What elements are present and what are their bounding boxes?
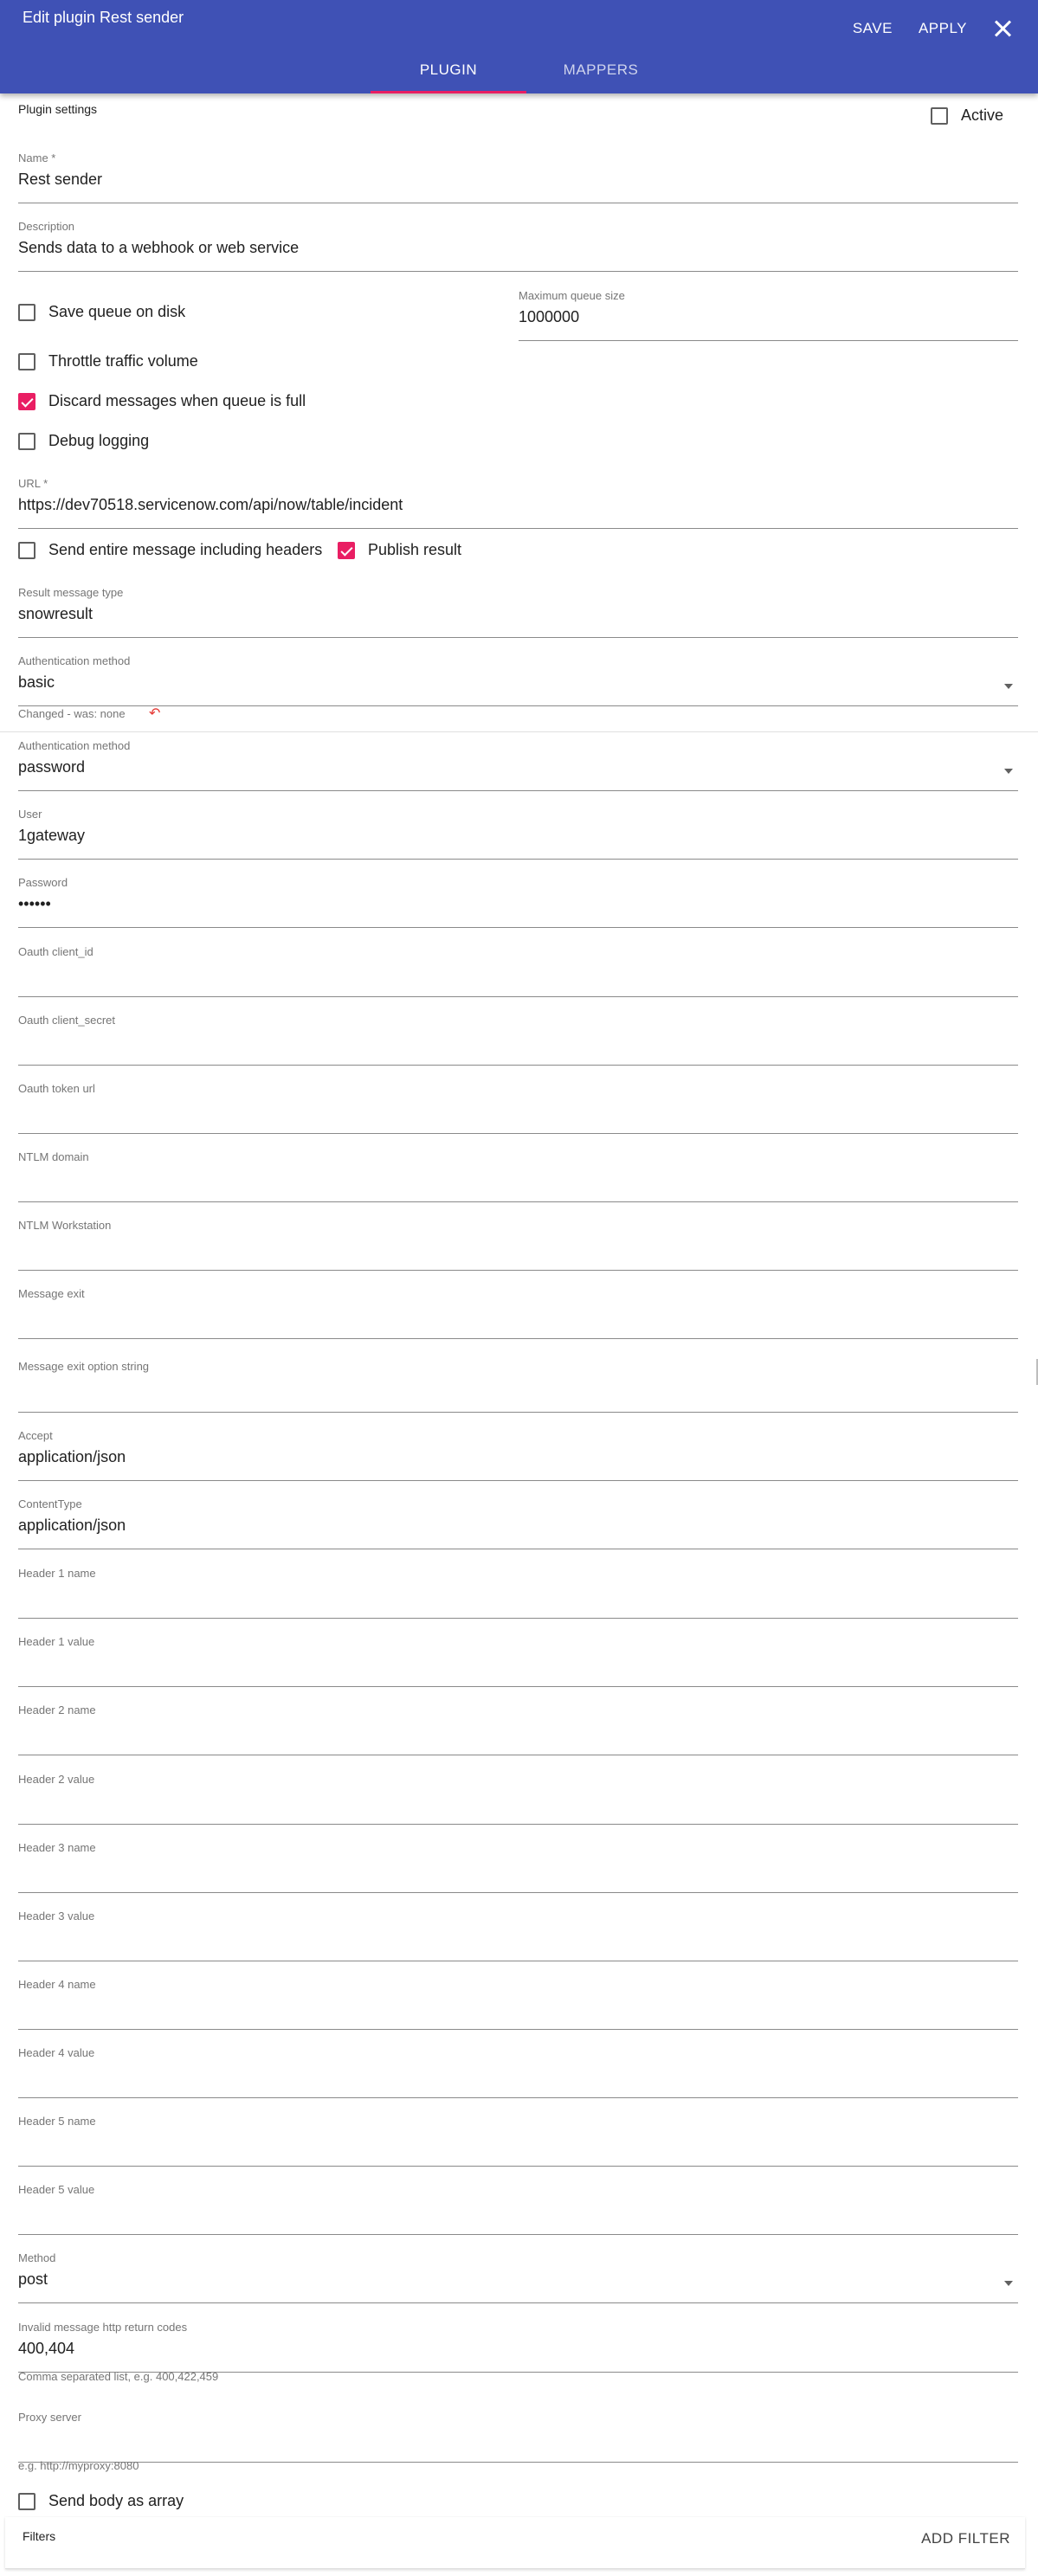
save-queue-label: Save queue on disk <box>48 303 186 320</box>
proxy-label: Proxy server <box>18 2411 81 2424</box>
url-label: URL * <box>18 477 48 490</box>
header-4-name-label: Header 4 name <box>18 1978 96 1991</box>
auth-method-changed-note: Changed - was: none <box>18 707 126 720</box>
name-value[interactable]: Rest sender <box>18 171 103 188</box>
ntlm-workstation-label: NTLM Workstation <box>18 1219 112 1232</box>
debug-label: Debug logging <box>48 432 150 449</box>
header-5-value-field[interactable] <box>18 2183 1018 2235</box>
result-type-field[interactable] <box>18 586 1018 638</box>
url-field[interactable] <box>18 477 1018 529</box>
filters-panel <box>5 2517 1025 2569</box>
save-queue-checkbox-box[interactable] <box>18 304 35 321</box>
proxy-field[interactable] <box>18 2411 1018 2463</box>
discard-checkbox[interactable] <box>18 392 306 410</box>
send-entire-checkbox[interactable] <box>18 541 322 559</box>
header-1-name-label: Header 1 name <box>18 1567 96 1580</box>
auth-method2-select[interactable] <box>18 739 1018 791</box>
section-title: Plugin settings <box>18 102 98 116</box>
tab-plugin[interactable]: PLUGIN <box>419 61 478 78</box>
oauth-client-secret-field[interactable] <box>18 1014 1018 1066</box>
app-bar <box>0 0 1038 93</box>
user-field[interactable] <box>18 808 1018 860</box>
result-type-value[interactable]: snowresult <box>18 605 93 622</box>
debug-checkbox[interactable] <box>18 432 149 450</box>
send-entire-label: Send entire message including headers <box>48 541 323 558</box>
header-5-name-label: Header 5 name <box>18 2115 96 2128</box>
message-exit-field[interactable] <box>18 1287 1018 1339</box>
header-4-name-field[interactable] <box>18 1978 1018 2030</box>
header-2-value-label: Header 2 value <box>18 1773 95 1786</box>
content-type-label: ContentType <box>18 1497 82 1510</box>
accept-label: Accept <box>18 1429 53 1442</box>
oauth-token-url-label: Oauth token url <box>18 1082 95 1095</box>
dropdown-arrow-icon[interactable] <box>1004 2281 1013 2286</box>
throttle-checkbox[interactable] <box>18 352 198 370</box>
header-1-name-field[interactable] <box>18 1567 1018 1619</box>
header-2-name-field[interactable] <box>18 1703 1018 1755</box>
tab-mappers[interactable]: MAPPERS <box>563 61 639 78</box>
publish-result-label: Publish result <box>368 541 462 558</box>
invalid-codes-helper: Comma separated list, e.g. 400,422,459 <box>18 2370 219 2383</box>
ntlm-domain-label: NTLM domain <box>18 1150 89 1163</box>
header-4-value-label: Header 4 value <box>18 2046 95 2059</box>
close-icon[interactable] <box>993 19 1012 38</box>
max-queue-field[interactable] <box>519 289 1018 341</box>
active-tab-indicator <box>371 91 526 93</box>
message-exit-option-label: Message exit option string <box>18 1360 150 1373</box>
header-3-name-field[interactable] <box>18 1841 1018 1893</box>
message-exit-label: Message exit <box>18 1287 85 1300</box>
auth-method2-label: Authentication method <box>18 739 131 752</box>
dialog-title: Edit plugin Rest sender <box>23 9 184 26</box>
header-2-name-label: Header 2 name <box>18 1703 96 1716</box>
description-value[interactable]: Sends data to a webhook or web service <box>18 239 300 256</box>
password-field[interactable] <box>18 876 1018 928</box>
header-3-value-label: Header 3 value <box>18 1909 95 1922</box>
invalid-codes-field[interactable] <box>18 2321 1018 2373</box>
user-label: User <box>18 808 42 821</box>
password-label: Password <box>18 876 68 889</box>
active-label: Active <box>961 106 1004 124</box>
send-array-checkbox[interactable] <box>18 2492 184 2510</box>
undo-icon[interactable]: ↶ <box>149 706 161 721</box>
header-5-name-field[interactable] <box>18 2115 1018 2167</box>
auth-method-label: Authentication method <box>18 654 131 667</box>
invalid-codes-label: Invalid message http return codes <box>18 2321 188 2334</box>
debug-checkbox-box[interactable] <box>18 433 35 450</box>
password-value[interactable]: •••••• <box>18 895 51 912</box>
header-3-value-field[interactable] <box>18 1909 1018 1961</box>
active-checkbox-box[interactable] <box>931 107 948 125</box>
header-actions <box>853 19 1012 38</box>
save-button[interactable]: SAVE <box>852 20 893 36</box>
header-5-value-label: Header 5 value <box>18 2183 95 2196</box>
divider <box>0 731 1038 732</box>
header-1-value-field[interactable] <box>18 1635 1018 1687</box>
auth-method-value[interactable]: basic <box>18 673 55 691</box>
auth-method-select[interactable] <box>18 654 1018 706</box>
user-value[interactable]: 1gateway <box>18 827 86 844</box>
description-field[interactable] <box>18 220 1018 272</box>
header-2-value-field[interactable] <box>18 1773 1018 1825</box>
tab-bar <box>0 59 1038 93</box>
method-select[interactable] <box>18 2251 1018 2303</box>
dropdown-arrow-icon[interactable] <box>1004 769 1013 774</box>
method-label: Method <box>18 2251 56 2264</box>
content-type-value[interactable]: application/json <box>18 1517 126 1534</box>
header-4-value-field[interactable] <box>18 2046 1018 2098</box>
dropdown-arrow-icon[interactable] <box>1004 684 1013 689</box>
description-label: Description <box>18 220 75 233</box>
ntlm-domain-field[interactable] <box>18 1150 1018 1202</box>
invalid-codes-value[interactable]: 400,404 <box>18 2340 75 2357</box>
discard-checkbox-box[interactable] <box>18 393 35 410</box>
save-queue-checkbox[interactable] <box>18 303 185 321</box>
throttle-label: Throttle traffic volume <box>48 352 198 370</box>
publish-result-checkbox-box[interactable] <box>338 542 355 559</box>
send-array-label: Send body as array <box>48 2492 184 2509</box>
apply-button[interactable]: APPLY <box>918 20 967 36</box>
oauth-client-secret-label: Oauth client_secret <box>18 1014 116 1027</box>
send-entire-checkbox-box[interactable] <box>18 542 35 559</box>
message-exit-option-field[interactable] <box>18 1360 1018 1413</box>
send-array-checkbox-box[interactable] <box>18 2493 35 2510</box>
ntlm-workstation-field[interactable] <box>18 1219 1018 1271</box>
discard-label: Discard messages when queue is full <box>48 392 306 409</box>
method-value[interactable]: post <box>18 2270 48 2288</box>
name-label: Name * <box>18 151 56 164</box>
header-3-name-label: Header 3 name <box>18 1841 96 1854</box>
proxy-helper: e.g. http://myproxy:8080 <box>18 2459 139 2472</box>
url-value[interactable]: https://dev70518.servicenow.com/api/now/table/incident <box>18 496 403 513</box>
result-type-label: Result message type <box>18 586 124 599</box>
header-1-value-label: Header 1 value <box>18 1635 95 1648</box>
oauth-client-id-field[interactable] <box>18 945 1018 997</box>
add-filter-button[interactable]: ADD FILTER <box>921 2530 1010 2547</box>
accept-value[interactable]: application/json <box>18 1448 126 1465</box>
max-queue-label: Maximum queue size <box>519 289 625 302</box>
filters-label: Filters <box>23 2529 56 2543</box>
auth-method2-value[interactable]: password <box>18 758 86 776</box>
max-queue-value[interactable]: 1000000 <box>519 308 580 325</box>
oauth-token-url-field[interactable] <box>18 1082 1018 1134</box>
throttle-checkbox-box[interactable] <box>18 353 35 370</box>
publish-result-checkbox[interactable] <box>338 541 461 559</box>
name-field[interactable] <box>18 151 1018 203</box>
content-type-field[interactable] <box>18 1497 1018 1549</box>
active-checkbox[interactable] <box>931 106 1003 125</box>
accept-field[interactable] <box>18 1429 1018 1481</box>
oauth-client-id-label: Oauth client_id <box>18 945 93 958</box>
